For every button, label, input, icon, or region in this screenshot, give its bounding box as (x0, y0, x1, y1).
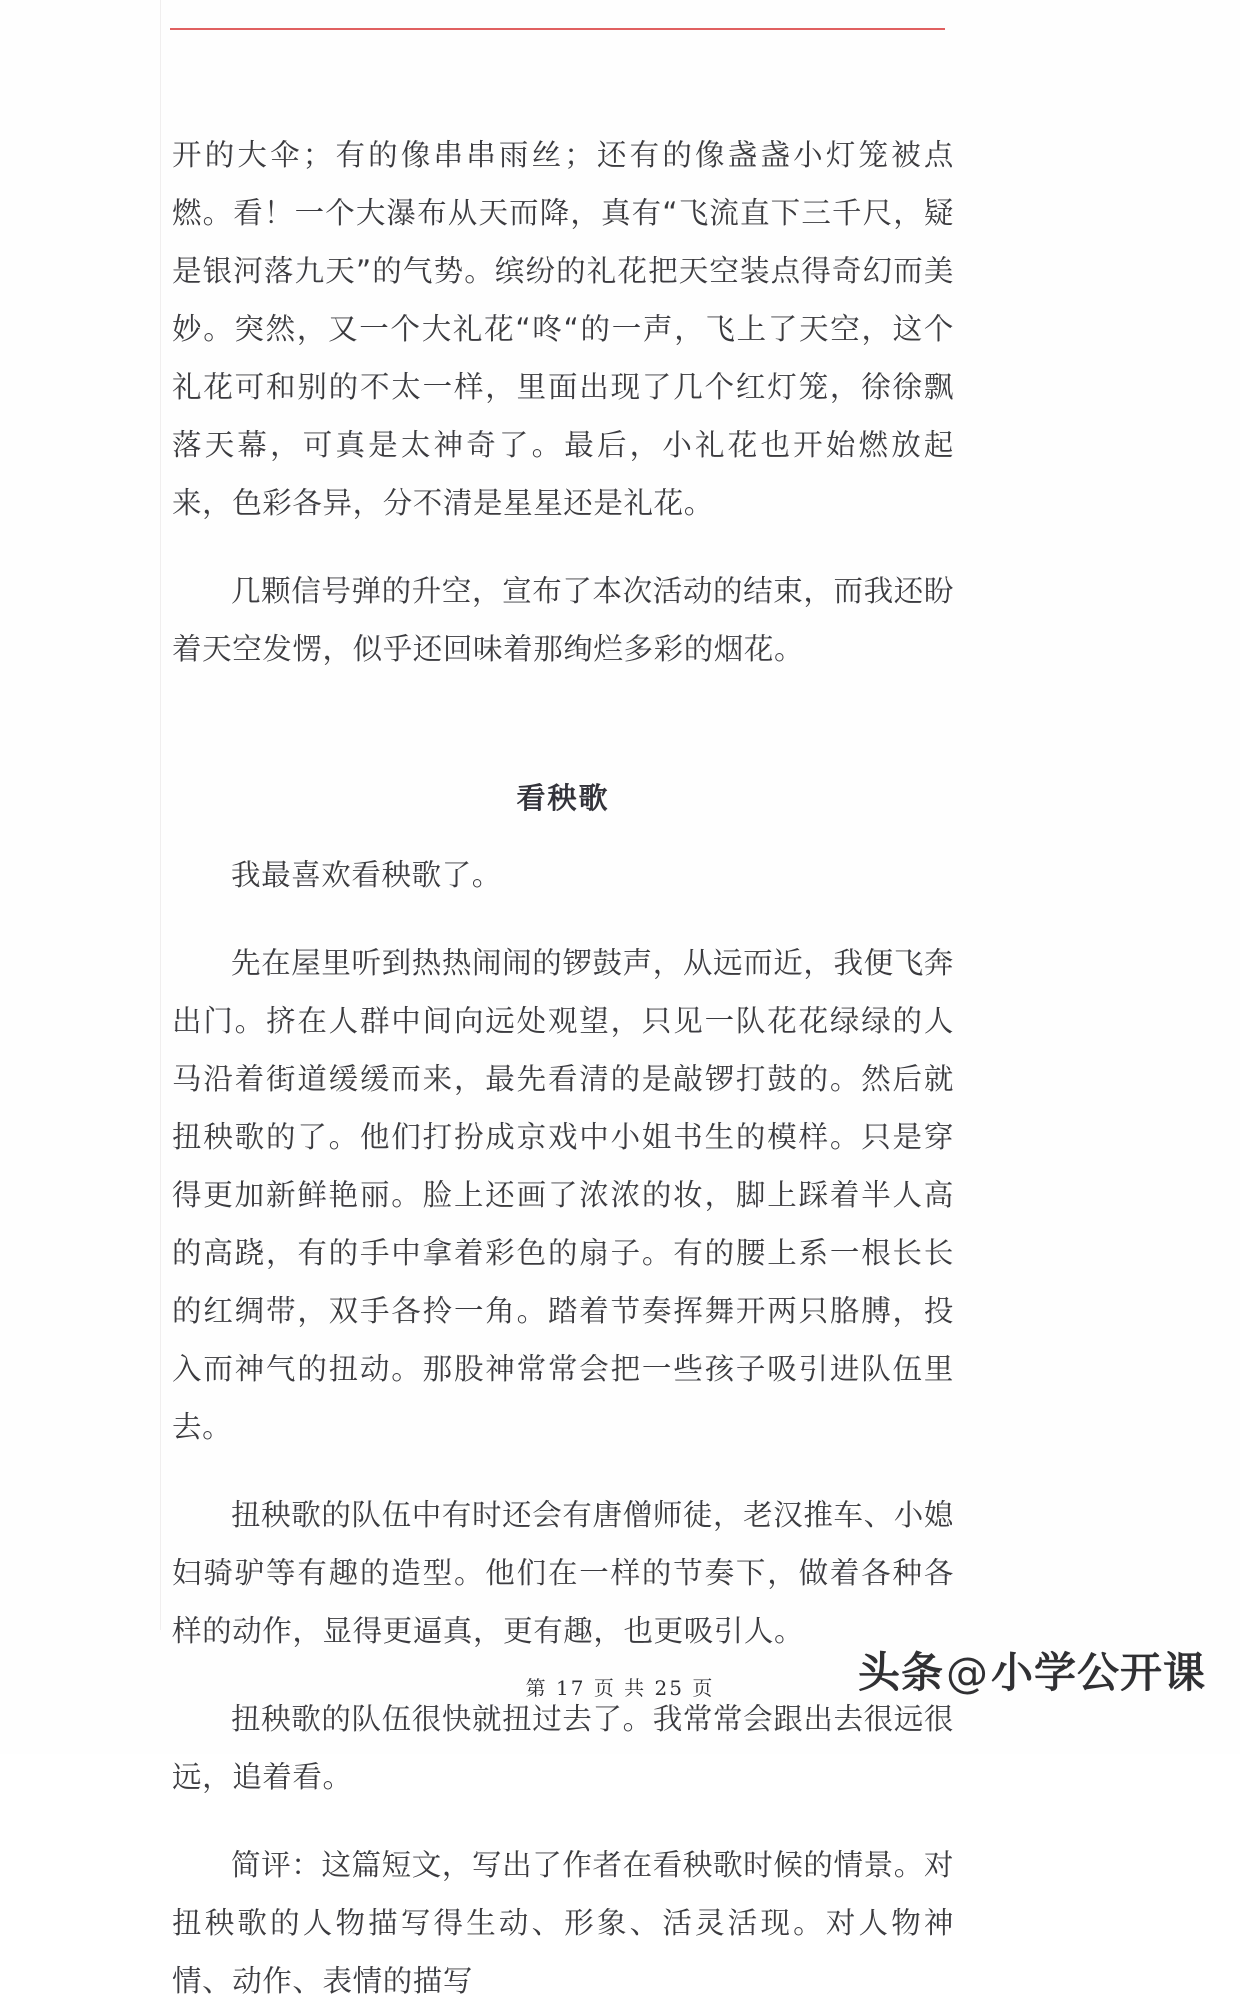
document-body (172, 126, 954, 2010)
paragraph-troupe-passes-by: 扭秧歌的队伍很快就扭过去了。我常常会跟出去很远很远，追着看。 (172, 1702, 954, 1794)
paragraph-yangge-troupe-characters: 扭秧歌的队伍中有时还会有唐僧师徒，老汉推车、小媳妇骑驴等有趣的造型。他们在一样的节奏下，做着各种各样的动作，显得更逼真，更有趣，也更吸引人。 (172, 1498, 954, 1648)
paragraph-fireworks-description: 开的大伞；有的像串串雨丝；还有的像盏盏小灯笼被点燃。看！一个大瀑布从天而降，真有“飞流直下三千尺，疑是银河落九天”的气势。缤纷的礼花把天空装点得奇幻而美妙。突然，又一个大礼花“咚“的一声，飞上了天空，这个礼花可和别的不太一样，里面出现了几个红灯笼，徐徐飘落天幕，可真是太神奇了。最后，小礼花也开始燃放起来，色彩各异，分不清是星星还是礼花。 (172, 138, 954, 520)
watermark-account-name: 小学公开课 (990, 1648, 1206, 1697)
page-number-label: 第 17 页 共 25 页 (525, 1676, 715, 1700)
section-title-kan-yang-ge: 看秧歌 (516, 781, 610, 815)
watermark-at-symbol: @ (945, 1648, 989, 1697)
paragraph-gongs-and-drums: 先在屋里听到热热闹闹的锣鼓声，从远而近，我便飞奔出门。挤在人群中间向远处观望，只见一队花花绿绿的人马沿着街道缓缓而来，最先看清的是敲锣打鼓的。然后就扭秧歌的了。他们打扮成京戏中小姐书生的模样。只是穿得更加新鲜艳丽。脸上还画了浓浓的妆，脚上踩着半人高的高跷，有的手中拿着彩色的扇子。有的腰上系一根长长的红绸带，双手各拎一角。踏着节奏挥舞开两只胳膊，投入而神气的扭动。那股神常常会把一些孩子吸引进队伍里去。 (172, 946, 954, 1444)
left-margin-guide-line (160, 0, 161, 1630)
paragraph-teacher-comment: 简评：这篇短文，写出了作者在看秧歌时候的情景。对扭秧歌的人物描写得生动、形象、活灵活现。对人物神情、动作、表情的描写 (172, 1848, 954, 1998)
watermark (858, 1640, 1206, 1700)
header-rule-divider (170, 28, 945, 30)
paragraph-i-like-yangge: 我最喜欢看秧歌了。 (231, 858, 502, 892)
watermark-platform-label: 头条 (857, 1648, 944, 1697)
paragraph-signal-flares-ending: 几颗信号弹的升空，宣布了本次活动的结束，而我还盼着天空发愣，似乎还回味着那绚烂多彩的烟花。 (172, 574, 954, 666)
